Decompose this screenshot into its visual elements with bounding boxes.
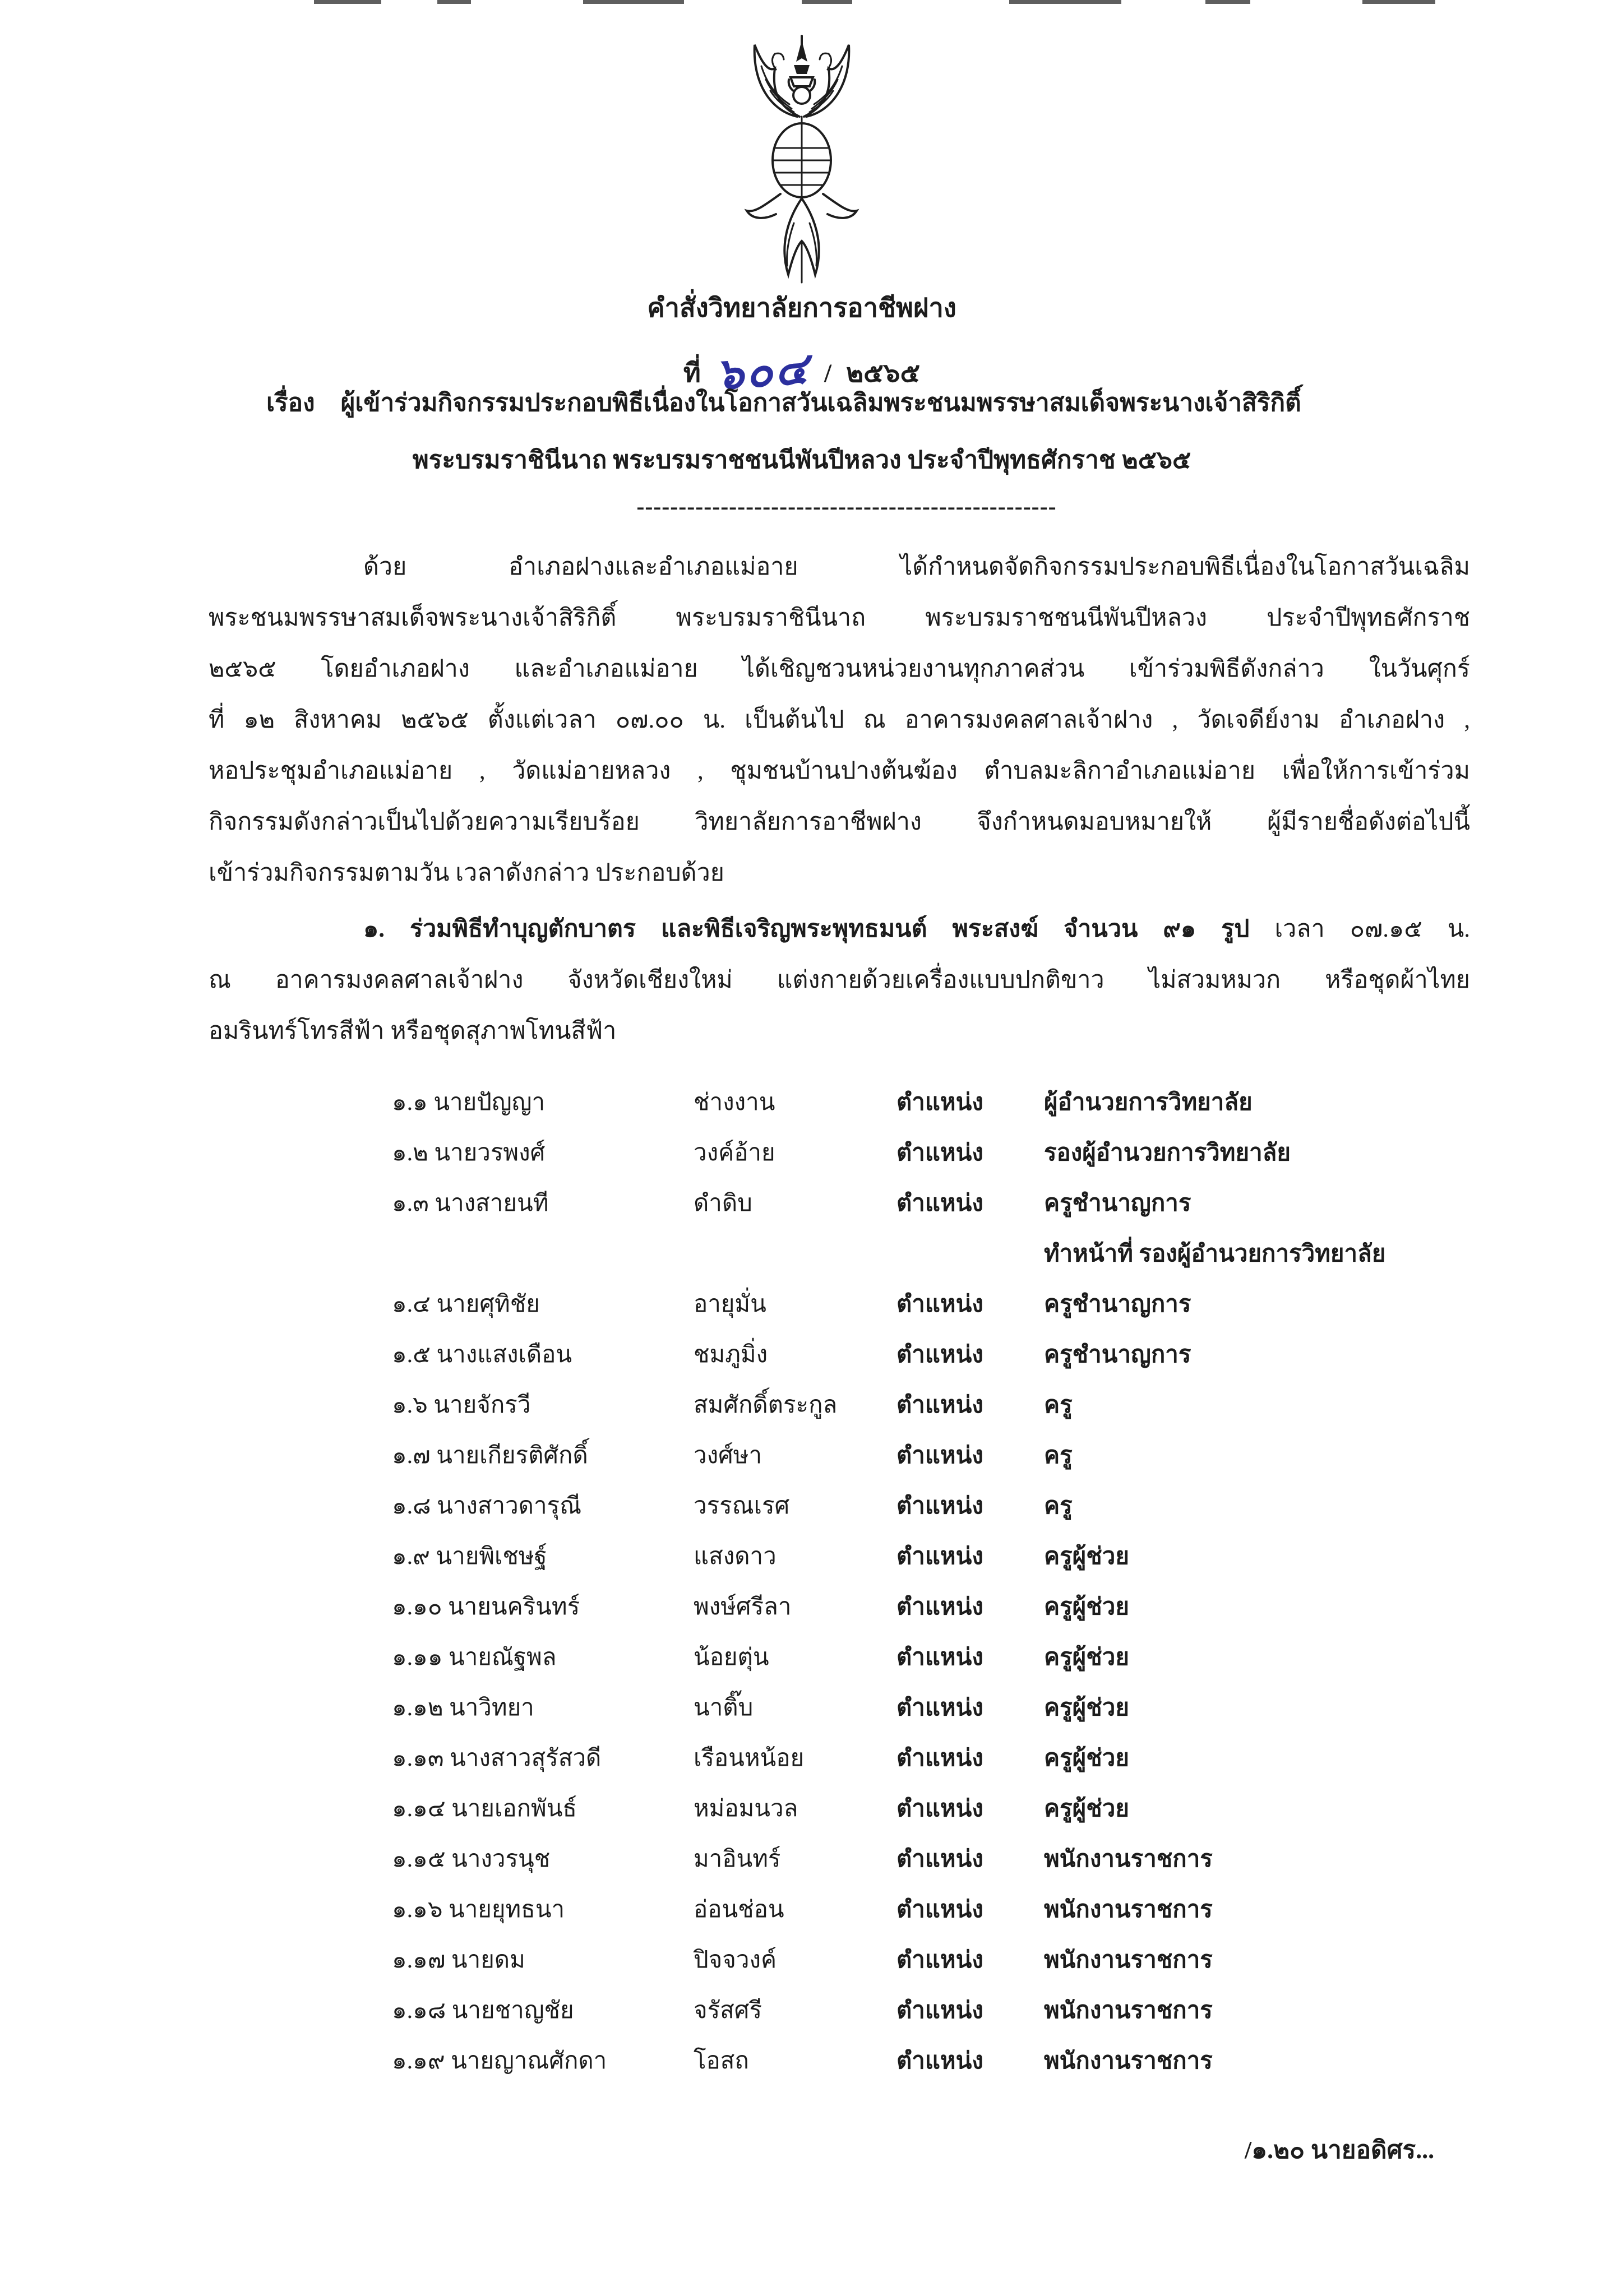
roster-position-label: ตำแหน่ง (896, 1392, 983, 1418)
roster-position: ครูผู้ช่วย (1044, 1796, 1129, 1822)
item1-lead-bold: ๑. ร่วมพิธีทำบุญตักบาตร และพิธีเจริญพระพุทธมนต์ พระสงฆ์ จำนวน ๙๑ รูป (363, 916, 1250, 942)
roster-position: พนักงานราชการ (1044, 1897, 1213, 1923)
roster-row (392, 1178, 1469, 1229)
roster-surname: ปิจจวงค์ (694, 1947, 777, 1973)
roster-surname: หม่อมนวล (694, 1796, 798, 1822)
roster-position-label: ตำแหน่ง (896, 1292, 983, 1317)
roster-row (392, 2036, 1469, 2086)
roster-position: ครู (1044, 1443, 1073, 1469)
scan-artifact (314, 0, 381, 4)
doc-number-handwritten: ๖๐๔ (714, 344, 812, 399)
scan-artifact (1205, 0, 1250, 4)
roster-row (392, 1632, 1469, 1683)
roster-table (392, 1077, 1469, 2086)
roster-position-label: ตำแหน่ง (896, 1846, 983, 1872)
roster-surname: สมศักดิ์ตระกูล (694, 1392, 838, 1418)
document-number-line (207, 332, 1396, 399)
roster-surname: โอสถ (694, 2048, 749, 2074)
roster-number-name: ๑.๑๖ นายยุทธนา (392, 1897, 565, 1923)
roster-position-label: ตำแหน่ง (896, 1695, 983, 1721)
roster-position: ครูชำนาญการ (1044, 1342, 1191, 1368)
roster-row (392, 1380, 1469, 1431)
roster-row (392, 1834, 1469, 1885)
roster-row (392, 1077, 1469, 1128)
roster-position: พนักงานราชการ (1044, 1846, 1213, 1872)
body-line: พระชนมพรรษาสมเด็จพระนางเจ้าสิริกิติ์ พระบรมราชินีนาถ พระบรมราชชนนีพันปีหลวง ประจำปีพุทธศักราช (209, 605, 1470, 631)
roster-surname: วรรณเรศ (694, 1493, 790, 1519)
roster-number-name: ๑.๒ นายวรพงศ์ (392, 1140, 546, 1166)
roster-position: ครู (1044, 1392, 1073, 1418)
roster-empty-cell (392, 1229, 694, 1279)
roster-surname: จรัสศรี (694, 1998, 762, 2024)
roster-number-name: ๑.๑๗ นายดม (392, 1947, 525, 1973)
roster-empty-cell (694, 1229, 896, 1279)
roster-number-name: ๑.๑๕ นางวรนุช (392, 1846, 551, 1872)
body-line: กิจกรรมดังกล่าวเป็นไปด้วยความเรียบร้อย วิทยาลัยการอาชีพฝาง จึงกำหนดมอบหมายให้ ผู้มีรายชื่อดังต่อไปนี้ (209, 809, 1470, 835)
roster-position: ครูผู้ช่วย (1044, 1594, 1129, 1620)
roster-surname: วงค์อ้าย (694, 1140, 775, 1166)
roster-surname: ชมภูมิ่ง (694, 1342, 768, 1368)
roster-row (392, 1531, 1469, 1582)
roster-position: ครูผู้ช่วย (1044, 1746, 1129, 1771)
subject-line-2: พระบรมราชินีนาถ พระบรมราชชนนีพันปีหลวง ประจำปีพุทธศักราช ๒๕๖๕ (412, 446, 1191, 474)
roster-number-name: ๑.๑ นายปัญญา (392, 1090, 546, 1115)
roster-surname: ช่างงาน (694, 1090, 775, 1115)
roster-position: พนักงานราชการ (1044, 2048, 1213, 2074)
roster-position-label: ตำแหน่ง (896, 1594, 983, 1620)
roster-empty-cell (896, 1229, 1044, 1279)
roster-position: พนักงานราชการ (1044, 1947, 1213, 1973)
scan-artifact (437, 0, 471, 4)
roster-number-name: ๑.๑๙ นายญาณศักดา (392, 2048, 607, 2074)
roster-row (392, 1885, 1469, 1935)
item1-line: ณ อาคารมงคลศาลเจ้าฝาง จังหวัดเชียงใหม่ แต่งกายด้วยเครื่องแบบปกติขาว ไม่สวมหมวก หรือชุดผ้าไทย (209, 967, 1470, 993)
roster-position-label: ตำแหน่ง (896, 1947, 983, 1973)
doc-number-prefix: ที่ (683, 359, 701, 388)
roster-position: ครูชำนาญการ (1044, 1191, 1191, 1216)
roster-position-label: ตำแหน่ง (896, 1443, 983, 1469)
subject-text: ผู้เข้าร่วมกิจกรรมประกอบพิธีเนื่องในโอกาสวันเฉลิมพระชนมพรรษาสมเด็จพระนางเจ้าสิริกิติ์ (340, 389, 1301, 416)
roster-row (392, 1935, 1469, 1985)
roster-row-continuation (392, 1229, 1469, 1279)
roster-row (392, 1582, 1469, 1632)
roster-position: ครูชำนาญการ (1044, 1292, 1191, 1317)
roster-number-name: ๑.๑๒ นาวิทยา (392, 1695, 534, 1721)
roster-surname: อายุมั่น (694, 1292, 766, 1317)
roster-number-name: ๑.๖ นายจักรวี (392, 1392, 531, 1418)
item1-line: อมรินทร์โทรสีฟ้า หรือชุดสุภาพโทนสีฟ้า (209, 1018, 617, 1044)
scan-artifact (1362, 0, 1435, 4)
roster-number-name: ๑.๑๐ นายนครินทร์ (392, 1594, 580, 1620)
roster-row (392, 1128, 1469, 1178)
roster-row (392, 1330, 1469, 1380)
doc-number-separator: / (824, 359, 832, 388)
subject-line-1 (266, 387, 1489, 419)
roster-position-label: ตำแหน่ง (896, 1645, 983, 1670)
roster-number-name: ๑.๑๔ นายเอกพันธ์ (392, 1796, 577, 1822)
roster-position-secondary: ทำหน้าที่ รองผู้อำนวยการวิทยาลัย (1044, 1241, 1386, 1267)
roster-surname: พงษ์ศรีลา (694, 1594, 792, 1620)
doc-number-year: ๒๕๖๕ (846, 359, 921, 388)
roster-position-label: ตำแหน่ง (896, 2048, 983, 2074)
scan-artifact (802, 0, 852, 4)
scan-artifact (1009, 0, 1121, 4)
roster-position-label: ตำแหน่ง (896, 1544, 983, 1570)
roster-surname: เรือนหน้อย (694, 1746, 805, 1771)
subject-label: เรื่อง (266, 389, 315, 416)
garuda-emblem-icon (718, 33, 886, 286)
roster-number-name: ๑.๓ นางสายนที (392, 1191, 549, 1216)
roster-position: รองผู้อำนวยการวิทยาลัย (1044, 1140, 1291, 1166)
roster-surname: อ่อนช่อน (694, 1897, 784, 1923)
roster-position-label: ตำแหน่ง (896, 1342, 983, 1368)
roster-row (392, 1733, 1469, 1784)
roster-surname: แสงดาว (694, 1544, 777, 1570)
roster-number-name: ๑.๙ นายพิเชษฐ์ (392, 1544, 547, 1570)
roster-position-label: ตำแหน่ง (896, 1746, 983, 1771)
roster-position: ครูผู้ช่วย (1044, 1645, 1129, 1670)
body-line: หอประชุมอำเภอแม่อาย , วัดแม่อายหลวง , ชุมชนบ้านปางต้นฆ้อง ตำบลมะลิกาอำเภอแม่อาย เพื่อให้การเข้าร่วม (209, 758, 1470, 784)
roster-surname: มาอินทร์ (694, 1846, 781, 1872)
roster-row (392, 1279, 1469, 1330)
body-line: ด้วย อำเภอฝางและอำเภอแม่อาย ได้กำหนดจัดกิจกรรมประกอบพิธีเนื่องในโอกาสวันเฉลิม (363, 554, 1470, 580)
roster-row (392, 1431, 1469, 1481)
item1-paragraph (209, 904, 1470, 1057)
roster-position: ผู้อำนวยการวิทยาลัย (1044, 1090, 1253, 1115)
roster-row (392, 1784, 1469, 1834)
separator-dashes: -------------------------------------------------- (636, 494, 1057, 520)
roster-position-label: ตำแหน่ง (896, 1897, 983, 1923)
roster-row (392, 1683, 1469, 1733)
roster-number-name: ๑.๑๑ นายณัฐพล (392, 1645, 557, 1670)
roster-position-label: ตำแหน่ง (896, 1191, 983, 1216)
roster-position: ครูผู้ช่วย (1044, 1695, 1129, 1721)
roster-surname: น้อยตุ่น (694, 1645, 769, 1670)
roster-surname: นาติ๊บ (694, 1695, 754, 1721)
roster-position-label: ตำแหน่ง (896, 1140, 983, 1166)
roster-number-name: ๑.๔ นายศุทิชัย (392, 1292, 540, 1317)
roster-number-name: ๑.๗ นายเกียรติศักดิ์ (392, 1443, 588, 1469)
roster-surname: ดำดิบ (694, 1191, 752, 1216)
roster-position-label: ตำแหน่ง (896, 1796, 983, 1822)
roster-position: ครูผู้ช่วย (1044, 1544, 1129, 1570)
body-line: เข้าร่วมกิจกรรมตามวัน เวลาดังกล่าว ประกอบด้วย (209, 860, 724, 886)
roster-position-label: ตำแหน่ง (896, 1998, 983, 2024)
body-line: ๒๕๖๕ โดยอำเภอฝาง และอำเภอแม่อาย ได้เชิญชวนหน่วยงานทุกภาคส่วน เข้าร่วมพิธีดังกล่าว ในวันศุกร์ (209, 656, 1470, 682)
roster-number-name: ๑.๑๓ นางสาวสุรัสวดี (392, 1746, 602, 1771)
roster-position: พนักงานราชการ (1044, 1998, 1213, 2024)
footer-next-page: /๑.๒๐ นายอดิศร... (1245, 2136, 1435, 2164)
roster-number-name: ๑.๕ นางแสงเดือน (392, 1342, 572, 1368)
roster-surname: วงศ์ษา (694, 1443, 762, 1469)
roster-position: ครู (1044, 1493, 1073, 1519)
body-paragraph (209, 541, 1470, 899)
roster-position-label: ตำแหน่ง (896, 1493, 983, 1519)
item1-lead-line (209, 904, 1470, 955)
roster-row (392, 1985, 1469, 2036)
item1-lead-regular: เวลา ๐๗.๑๕ น. (1274, 916, 1471, 942)
roster-number-name: ๑.๑๘ นายชาญชัย (392, 1998, 574, 2024)
roster-number-name: ๑.๘ นางสาวดารุณี (392, 1493, 582, 1519)
scan-artifact (583, 0, 684, 4)
roster-row (392, 1481, 1469, 1531)
body-line: ที่ ๑๒ สิงหาคม ๒๕๖๕ ตั้งแต่เวลา ๐๗.๐๐ น. เป็นต้นไป ณ อาคารมงคลศาลเจ้าฝาง , วัดเจดีย์งาม อำเภอฝาง , (209, 707, 1470, 733)
document-title: คำสั่งวิทยาลัยการอาชีพฝาง (647, 294, 956, 323)
roster-position-label: ตำแหน่ง (896, 1090, 983, 1115)
